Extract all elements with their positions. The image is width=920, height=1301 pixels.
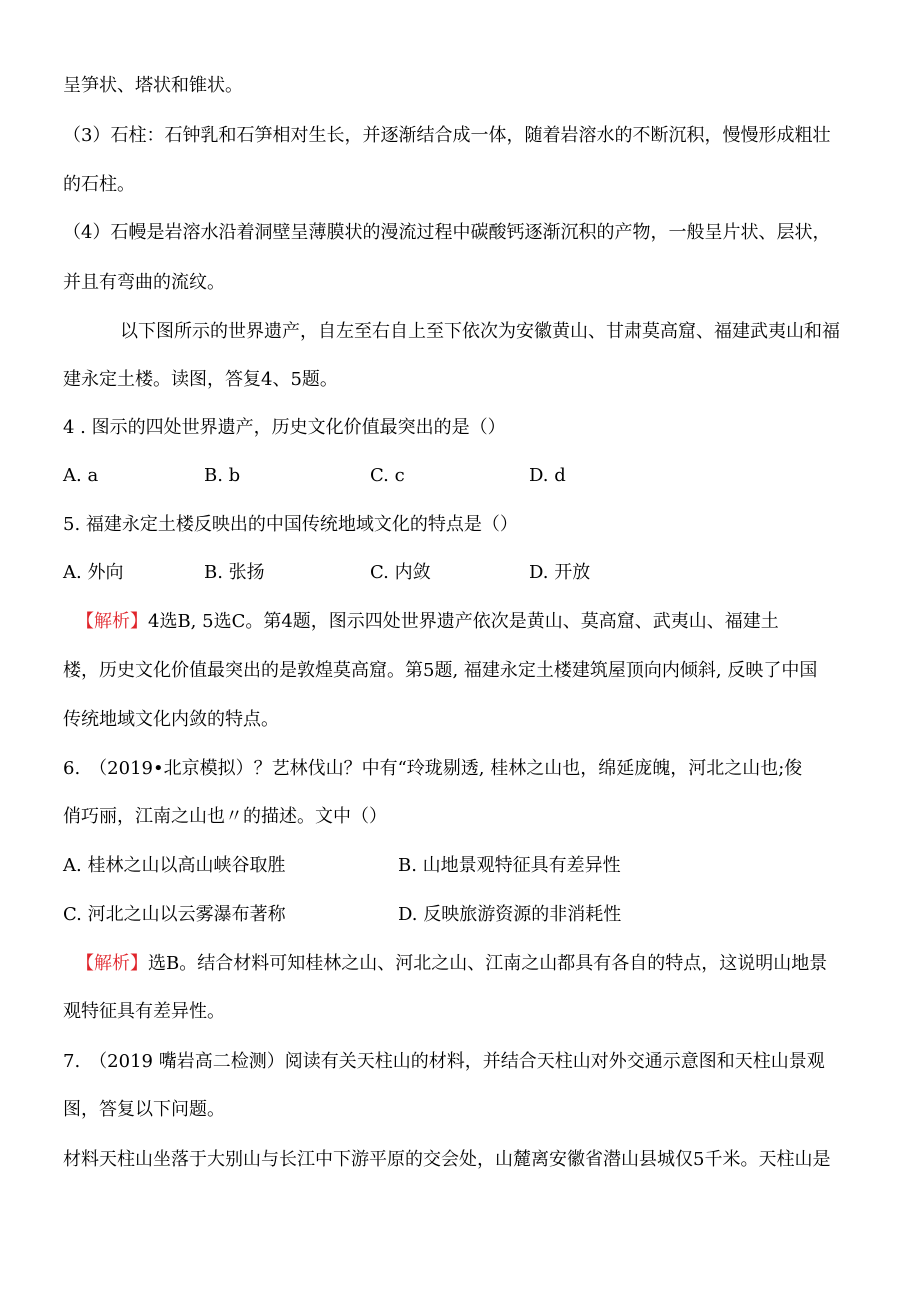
question-7-stem: 7. （2019 嘴岩高二检测）阅读有关天柱山的材料，并结合天柱山对外交通示意图和天柱山景观 [63,1051,825,1072]
text-line: 并且有弯曲的流纹。 [63,272,225,293]
analysis-4-5-line: 传统地域文化内敛的特点。 [63,709,279,730]
analysis-4-5-line: 楼，历史文化价值最突出的是敦煌莫高窟。第5题, 福建永定土楼建筑屋顶向内倾斜, 反映了中国 [63,660,818,681]
question-6-stem: 6. （2019•北京模拟）？艺林伐山？中有“玲珑剔透, 桂林之山也，绵延庞魄，河北之山也;俊 [63,758,803,779]
question-6-stem: 俏巧丽，江南之山也〃的描述。文中（） [63,806,387,827]
analysis-tag: 【解析】 [76,611,148,632]
question-5-option-a: A. 外向 [63,562,124,583]
analysis-6-line: 观特征具有差异性。 [63,1001,225,1022]
question-6-option-c: C. 河北之山以云雾瀑布著称 [63,904,286,925]
text-line: 呈笋状、塔状和锥状。 [63,75,243,96]
question-4-stem: 4 . 图示的四处世界遗产，历史文化价值最突出的是（） [63,417,506,438]
question-6-option-a: A. 桂林之山以高山峡谷取胜 [63,855,286,876]
question-6-option-d: D. 反映旅游资源的非消耗性 [398,904,622,925]
question-5-stem: 5. 福建永定土楼反映出的中国传统地域文化的特点是（） [63,514,518,535]
question-7-material: 材料天柱山坐落于大别山与长江中下游平原的交会处，山麓离安徽省潜山县城仅5千米。天柱山是 [63,1149,831,1170]
text-line: （4）石幔是岩溶水沿着洞壁呈薄膜状的漫流过程中碳酸钙逐渐沉积的产物，一般呈片状、层状， [63,222,831,243]
question-7-stem: 图，答复以下问题。 [63,1099,225,1120]
question-5-option-d: D. 开放 [529,562,591,583]
text-line: （3）石柱：石钟乳和石笋相对生长，并逐渐结合成一体，随着岩溶水的不断沉积，慢慢形成粗壮 [63,125,831,146]
analysis-4-5-line [76,610,779,634]
analysis-text: 4选B, 5选C。第4题，图示四处世界遗产依次是黄山、莫高窟、武夷山、福建土 [148,611,779,632]
text-line: 的石柱。 [63,174,135,195]
question-4-option-d: D. d [529,465,566,486]
analysis-tag: 【解析】 [76,953,148,974]
question-5-option-b: B. 张扬 [204,562,265,583]
question-6-option-b: B. 山地景观特征具有差异性 [398,855,621,876]
analysis-text: 选B。结合材料可知桂林之山、河北之山、江南之山都具有各自的特点，这说明山地景 [148,953,828,974]
text-line: 建永定土楼。读图，答复4、5题。 [63,369,338,390]
question-4-option-a: A. a [63,465,99,486]
text-line: 以下图所示的世界遗产，自左至右自上至下依次为安徽黄山、甘肃莫高窟、福建武夷山和福 [120,321,840,342]
question-4-option-c: C. c [370,465,405,486]
question-4-option-b: B. b [204,465,241,486]
question-5-option-c: C. 内敛 [370,562,431,583]
analysis-6-line [76,952,827,976]
